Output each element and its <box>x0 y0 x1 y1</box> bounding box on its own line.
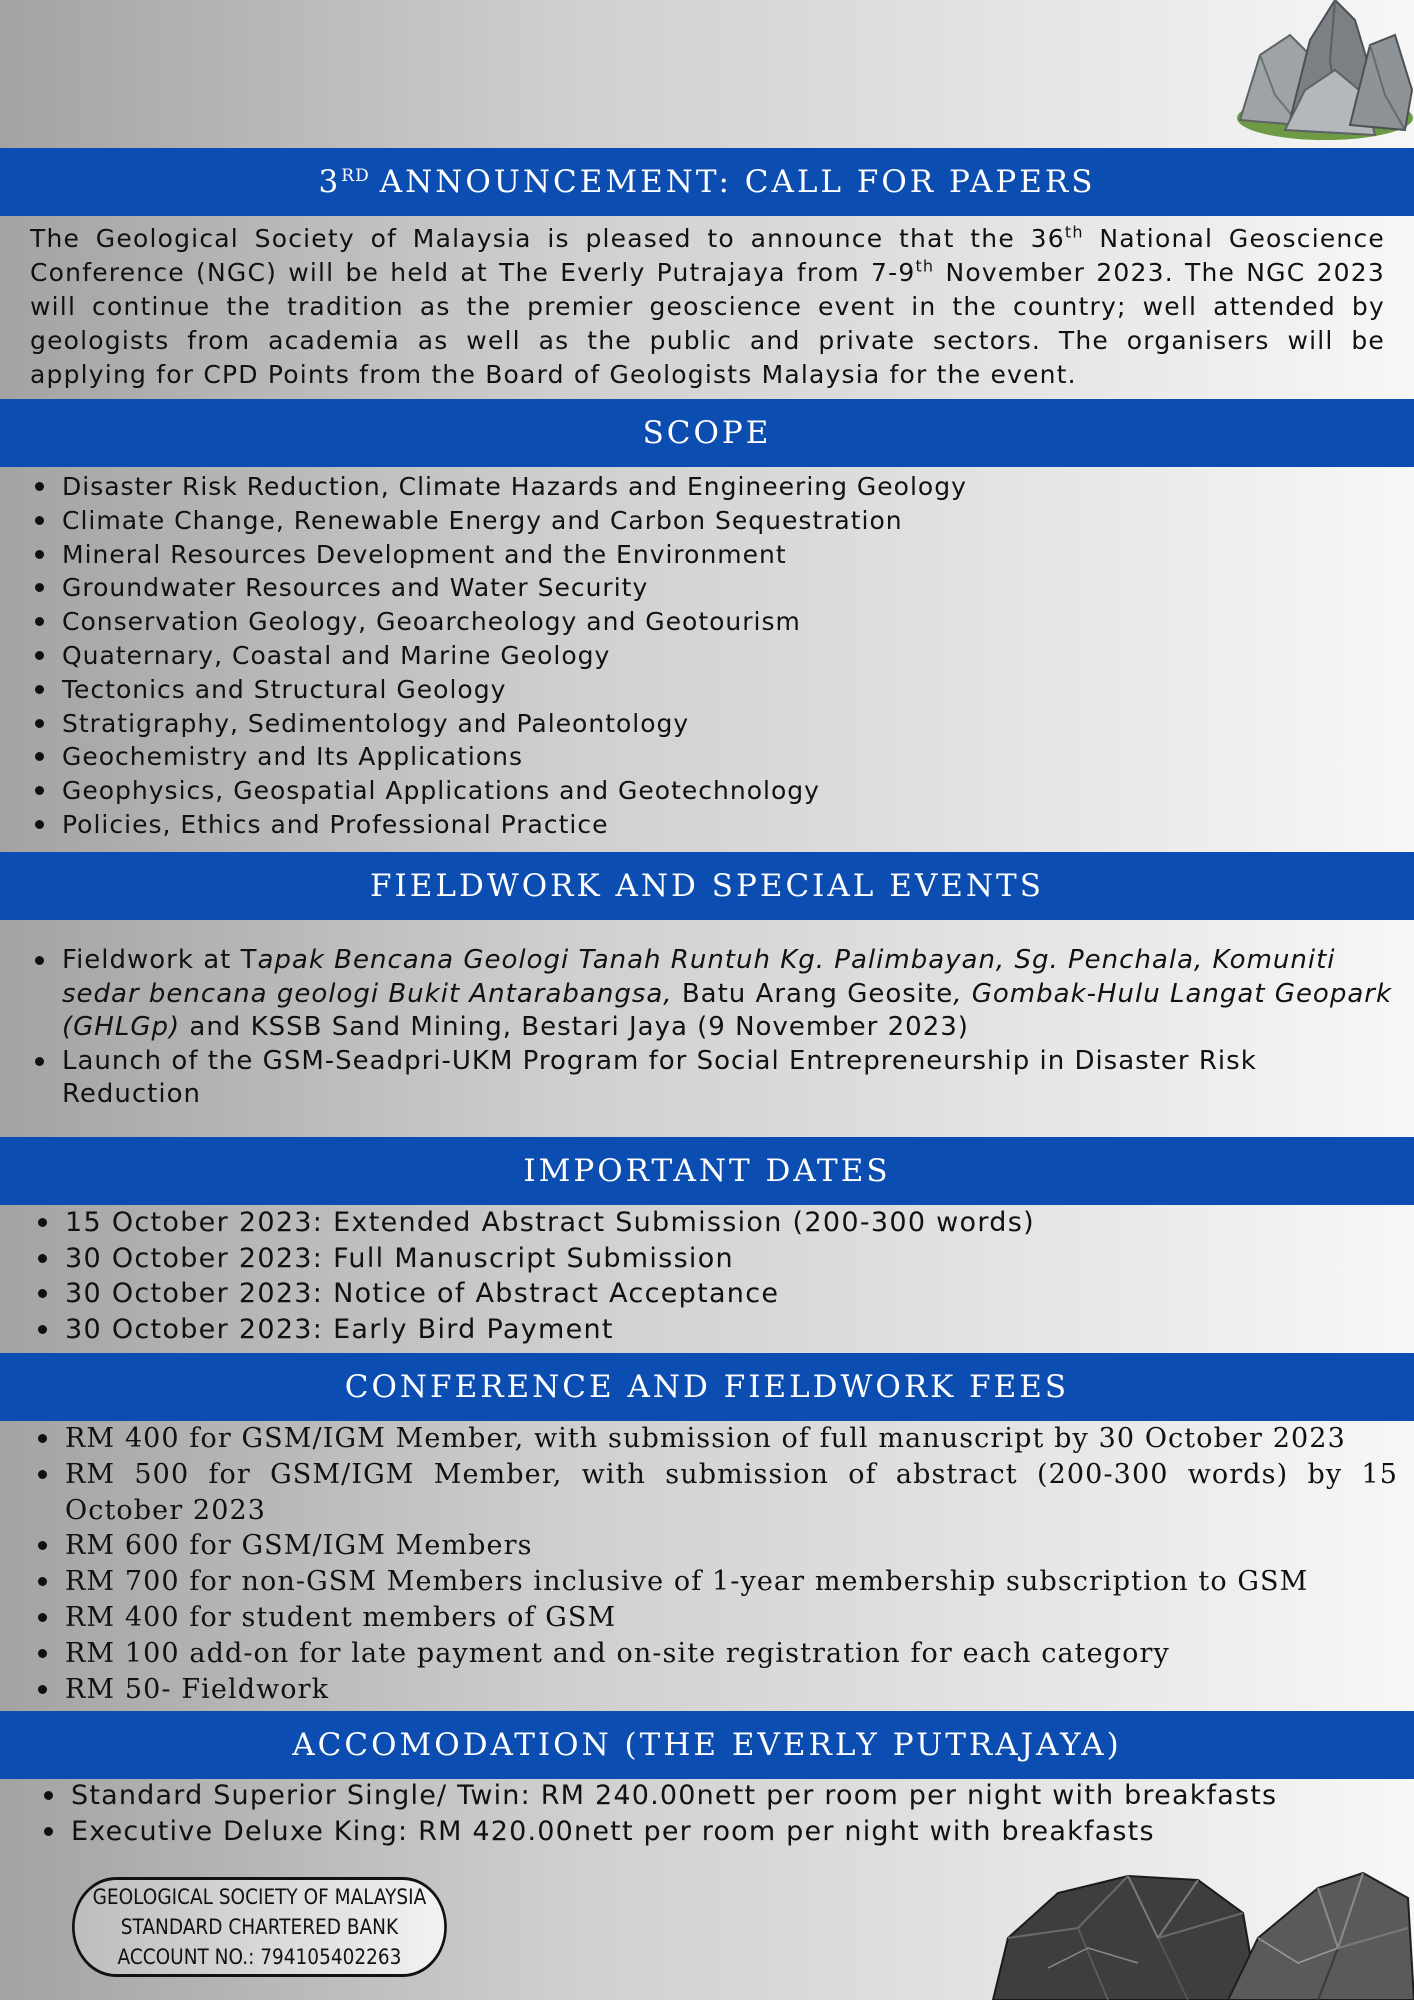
announcement-number: 3 <box>318 164 342 200</box>
announcement-title: ANNOUNCEMENT: CALL FOR PAPERS <box>379 164 1096 200</box>
fieldwork-title: FIELDWORK AND SPECIAL EVENTS <box>370 868 1044 904</box>
list-item: RM 500 for GSM/IGM Member, with submission of abstract (200-300 words) by 15 October 2023 <box>65 1457 1398 1529</box>
list-item: Geochemistry and Its Applications <box>62 740 967 774</box>
intro-text-3: November 2023. The NGC 2023 will continue the tradition as the premier geoscience event in the country; well attended by geologists from academia as well as the public and private sectors. The organisers will be applying for CPD Points from the Board of Geologists Malaysia for the event. <box>30 258 1385 389</box>
fieldwork-text: Fieldwork at T <box>62 945 258 975</box>
dates-title: IMPORTANT DATES <box>523 1153 891 1189</box>
intro-sup-1: th <box>1064 222 1084 242</box>
mountain-rocks-icon <box>1230 0 1414 145</box>
list-item: 30 October 2023: Full Manuscript Submission <box>65 1241 1035 1277</box>
scope-list <box>62 470 967 842</box>
fieldwork-site-text: apak Bencana Geologi Tanah Runtuh Kg. Palimbayan, Sg. Penchala, Komuniti sedar bencana geologi Bukit Antarabangsa, <box>62 945 1336 1009</box>
list-item: Stratigraphy, Sedimentology and Paleontology <box>62 707 967 741</box>
list-item: Launch of the GSM-Seadpri-UKM Program for Social Entrepreneurship in Disaster Risk Reduction <box>62 1045 1402 1112</box>
list-item: Tectonics and Structural Geology <box>62 673 967 707</box>
bank-details-box <box>72 1877 447 1977</box>
list-item: RM 100 add-on for late payment and on-site registration for each category <box>65 1636 1398 1672</box>
accommodation-list <box>71 1778 1277 1849</box>
list-item: Conservation Geology, Geoarcheology and Geotourism <box>62 605 967 639</box>
fees-heading <box>0 1353 1414 1421</box>
list-item: 15 October 2023: Extended Abstract Submission (200-300 words) <box>65 1205 1035 1241</box>
list-item: 30 October 2023: Early Bird Payment <box>65 1312 1035 1348</box>
list-item: Mineral Resources Development and the Environment <box>62 538 967 572</box>
bank-account-number: ACCOUNT NO.: 794105402263 <box>117 1945 402 1969</box>
announcement-ordinal: RD <box>341 166 370 186</box>
list-item: RM 700 for non-GSM Members inclusive of 1-year membership subscription to GSM <box>65 1564 1398 1600</box>
dates-heading <box>0 1137 1414 1205</box>
list-item: RM 400 for student members of GSM <box>65 1600 1398 1636</box>
list-item: Disaster Risk Reduction, Climate Hazards and Engineering Geology <box>62 470 967 504</box>
accommodation-title: ACCOMODATION (THE EVERLY PUTRAJAYA) <box>292 1727 1122 1763</box>
fees-title: CONFERENCE AND FIELDWORK FEES <box>344 1369 1070 1405</box>
intro-paragraph <box>30 222 1385 392</box>
list-item: Policies, Ethics and Professional Practice <box>62 808 967 842</box>
fieldwork-geopark-text: , Gombak-Hulu Langat Geopark (GHLGp) <box>62 978 1393 1042</box>
intro-sup-2: th <box>915 256 935 276</box>
fieldwork-heading <box>0 852 1414 920</box>
intro-text-1: The Geological Society of Malaysia is pleased to announce that the 36 <box>30 224 1065 253</box>
list-item: Groundwater Resources and Water Security <box>62 571 967 605</box>
list-item: RM 400 for GSM/IGM Member, with submission of full manuscript by 30 October 2023 <box>65 1421 1398 1457</box>
scope-title: SCOPE <box>642 415 772 451</box>
scope-heading <box>0 399 1414 467</box>
list-item: 30 October 2023: Notice of Abstract Acceptance <box>65 1276 1035 1312</box>
fees-list <box>65 1421 1398 1707</box>
list-item: Quaternary, Coastal and Marine Geology <box>62 639 967 673</box>
announcement-heading <box>0 148 1414 216</box>
intro-text-2: National Geoscience Conference (NGC) will be held at The Everly Putrajaya from 7-9 <box>30 224 1385 287</box>
list-item: Geophysics, Geospatial Applications and Geotechnology <box>62 774 967 808</box>
dates-list <box>65 1205 1035 1348</box>
list-item: Executive Deluxe King: RM 420.00nett per room per night with breakfasts <box>71 1814 1277 1850</box>
fieldwork-text: and KSSB Sand Mining, Bestari Jaya (9 November 2023) <box>180 1012 969 1042</box>
dark-rocks-icon <box>988 1868 1414 2000</box>
list-item: RM 600 for GSM/IGM Members <box>65 1528 1398 1564</box>
list-item: RM 50- Fieldwork <box>65 1672 1398 1708</box>
accommodation-heading <box>0 1711 1414 1779</box>
list-item: Standard Superior Single/ Twin: RM 240.00nett per room per night with breakfasts <box>71 1778 1277 1814</box>
list-item: Climate Change, Renewable Energy and Carbon Sequestration <box>62 504 967 538</box>
bank-branch: STANDARD CHARTERED BANK <box>120 1915 399 1939</box>
bank-name: GEOLOGICAL SOCIETY OF MALAYSIA <box>92 1885 427 1909</box>
fieldwork-text: Batu Arang Geosite <box>672 978 954 1009</box>
fieldwork-list <box>62 944 1402 1112</box>
list-item <box>62 944 1402 1045</box>
